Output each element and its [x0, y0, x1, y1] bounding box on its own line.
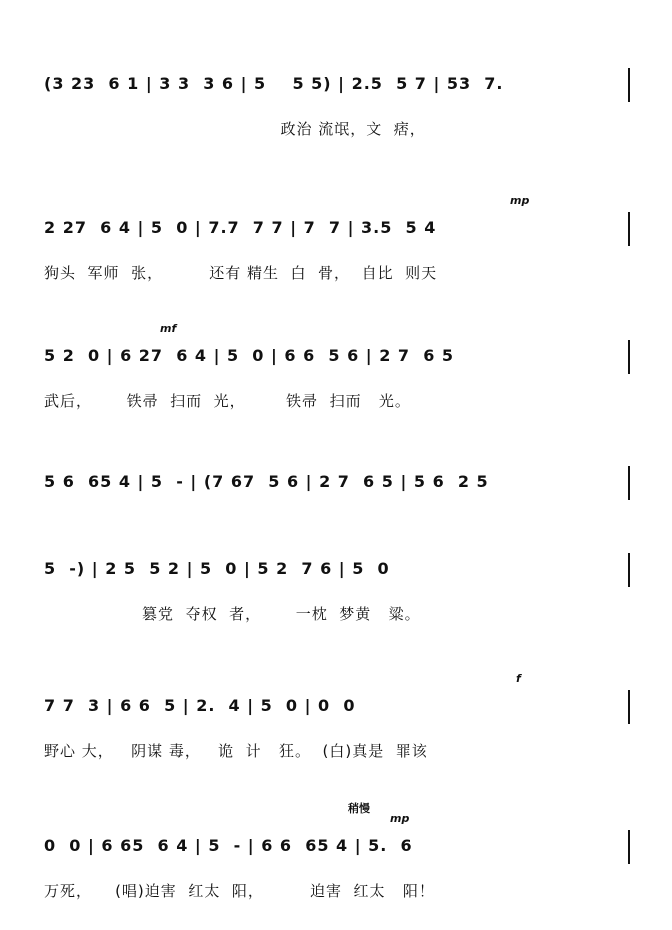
- dynamic-mark: f: [516, 672, 521, 685]
- note-line: 5 6 65 4 | 5 - | (7 67 5 6 | 2 7 6 5 | 5 6 2 5: [44, 472, 489, 491]
- dynamic-mark: mf: [160, 322, 177, 335]
- end-barline: [628, 553, 630, 587]
- end-barline: [628, 340, 630, 374]
- lyric-line: 政治 流氓，文 痞，: [44, 120, 426, 138]
- note-line: 5 2 0 | 6 27 6 4 | 5 0 | 6 6 5 6 | 2 7 6 5: [44, 346, 455, 365]
- note-line: 5 -) | 2 5 5 2 | 5 0 | 5 2 7 6 | 5 0: [44, 559, 390, 578]
- end-barline: [628, 830, 630, 864]
- note-line: (3 23 6 1 | 3 3 3 6 | 5 5 5) | 2.5 5 7 | 53 7.: [44, 74, 504, 93]
- end-barline: [628, 68, 630, 102]
- dynamic-mark: mp: [390, 812, 410, 825]
- end-barline: [628, 690, 630, 724]
- dynamic-mark: mp: [510, 194, 530, 207]
- note-line: 2 27 6 4 | 5 0 | 7.7 7 7 | 7 7 | 3.5 5 4: [44, 218, 437, 237]
- lyric-line: 万死， (唱)迫害 红太 阳， 迫害 红太 阳！: [44, 882, 435, 900]
- lyric-line: 狗头 军师 张， 还有 精生 白 骨， 自比 则天: [44, 264, 438, 282]
- end-barline: [628, 212, 630, 246]
- end-barline: [628, 466, 630, 500]
- lyric-line: 野心 大， 阴谋 毒， 诡 计 狂。 (白)真是 罪该: [44, 742, 428, 760]
- lyric-line: 武后， 铁帚 扫而 光， 铁帚 扫而 光。: [44, 392, 411, 410]
- tempo-mark: 稍慢: [348, 802, 370, 815]
- note-line: 0 0 | 6 65 6 4 | 5 - | 6 6 65 4 | 5. 6: [44, 836, 413, 855]
- lyric-line: 篡党 夺权 者， 一枕 梦黄 粱。: [44, 605, 421, 623]
- note-line: 7 7 3 | 6 6 5 | 2. 4 | 5 0 | 0 0: [44, 696, 356, 715]
